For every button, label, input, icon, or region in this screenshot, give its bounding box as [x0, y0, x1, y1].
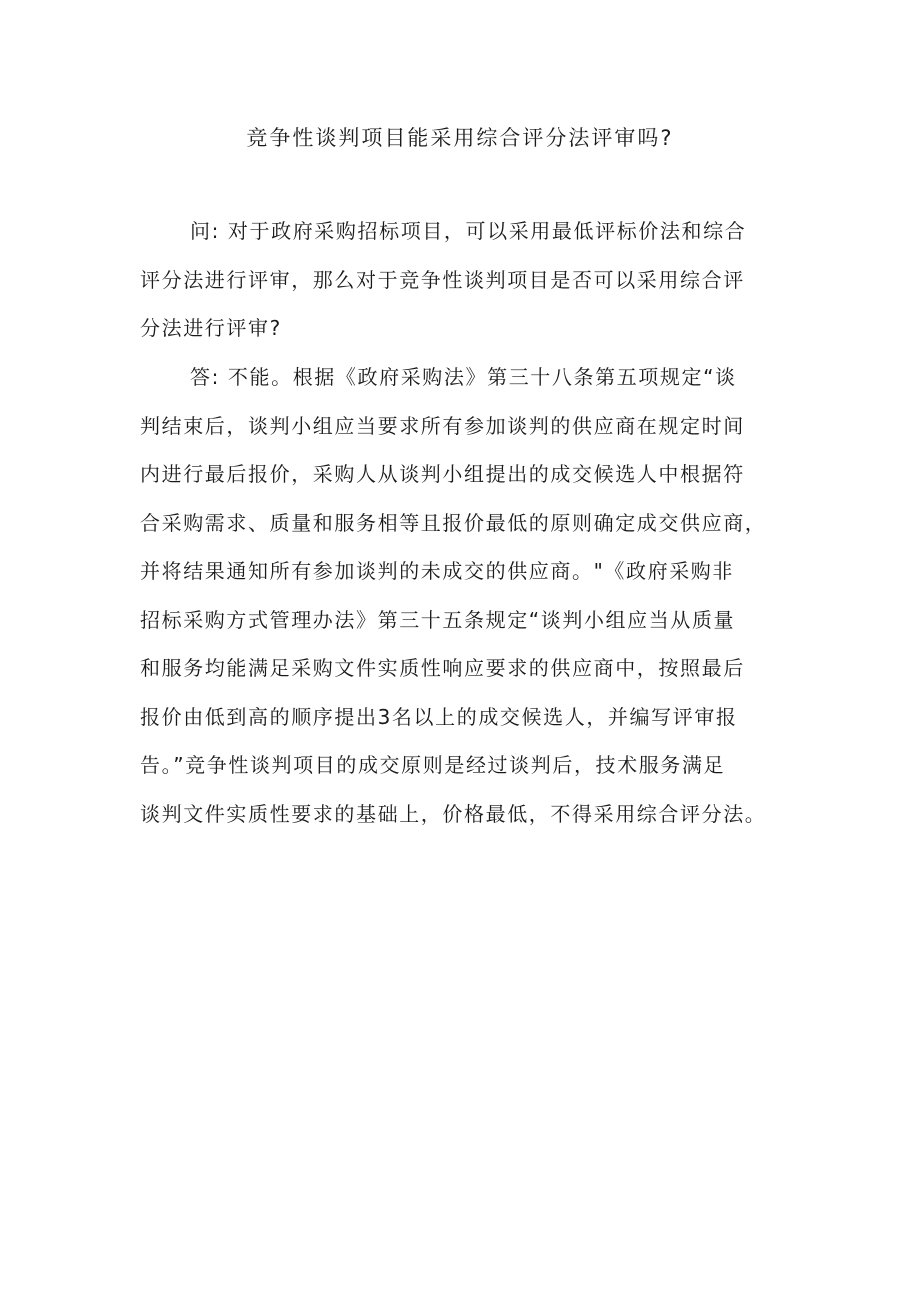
answer-line: 和服务均能满足采购文件实质性响应要求的供应商中，按照最后 — [140, 656, 745, 680]
answer-line: 答: 不能。根据《政府采购法》第三十八条第五项规定“谈 — [190, 365, 737, 389]
question-line: 问: 对于政府采购招标项目，可以采用最低评标价法和综合 — [190, 219, 747, 243]
answer-line: 告。”竞争性谈判项目的成交原则是经过谈判后，技术服务满足 — [140, 753, 726, 777]
document-title: 竞争性谈判项目能采用综合评分法评审吗? — [246, 126, 674, 150]
answer-line: 并将结果通知所有参加谈判的未成交的供应商。"《政府采购非 — [140, 559, 734, 583]
answer-line: 合采购需求、质量和服务相等且报价最低的原则确定成交供应商， — [140, 510, 767, 535]
answer-line: 谈判文件实质性要求的基础上，价格最低，不得采用综合评分法。 — [140, 801, 767, 826]
answer-line: 报价由低到高的顺序提出3名以上的成交候选人，并编写评审报 — [140, 704, 738, 729]
question-line: 分法进行评审? — [140, 316, 282, 340]
answer-line: 内进行最后报价，采购人从谈判小组提出的成交候选人中根据符 — [140, 462, 745, 486]
answer-line: 判结束后，谈判小组应当要求所有参加谈判的供应商在规定时间 — [140, 413, 745, 438]
answer-paragraph — [140, 353, 786, 838]
answer-line: 招标采购方式管理办法》第三十五条规定“谈判小组应当从质量 — [140, 607, 736, 632]
question-paragraph — [140, 207, 786, 353]
question-line: 评分法进行评审，那么对于竞争性谈判项目是否可以采用综合评 — [140, 267, 745, 292]
